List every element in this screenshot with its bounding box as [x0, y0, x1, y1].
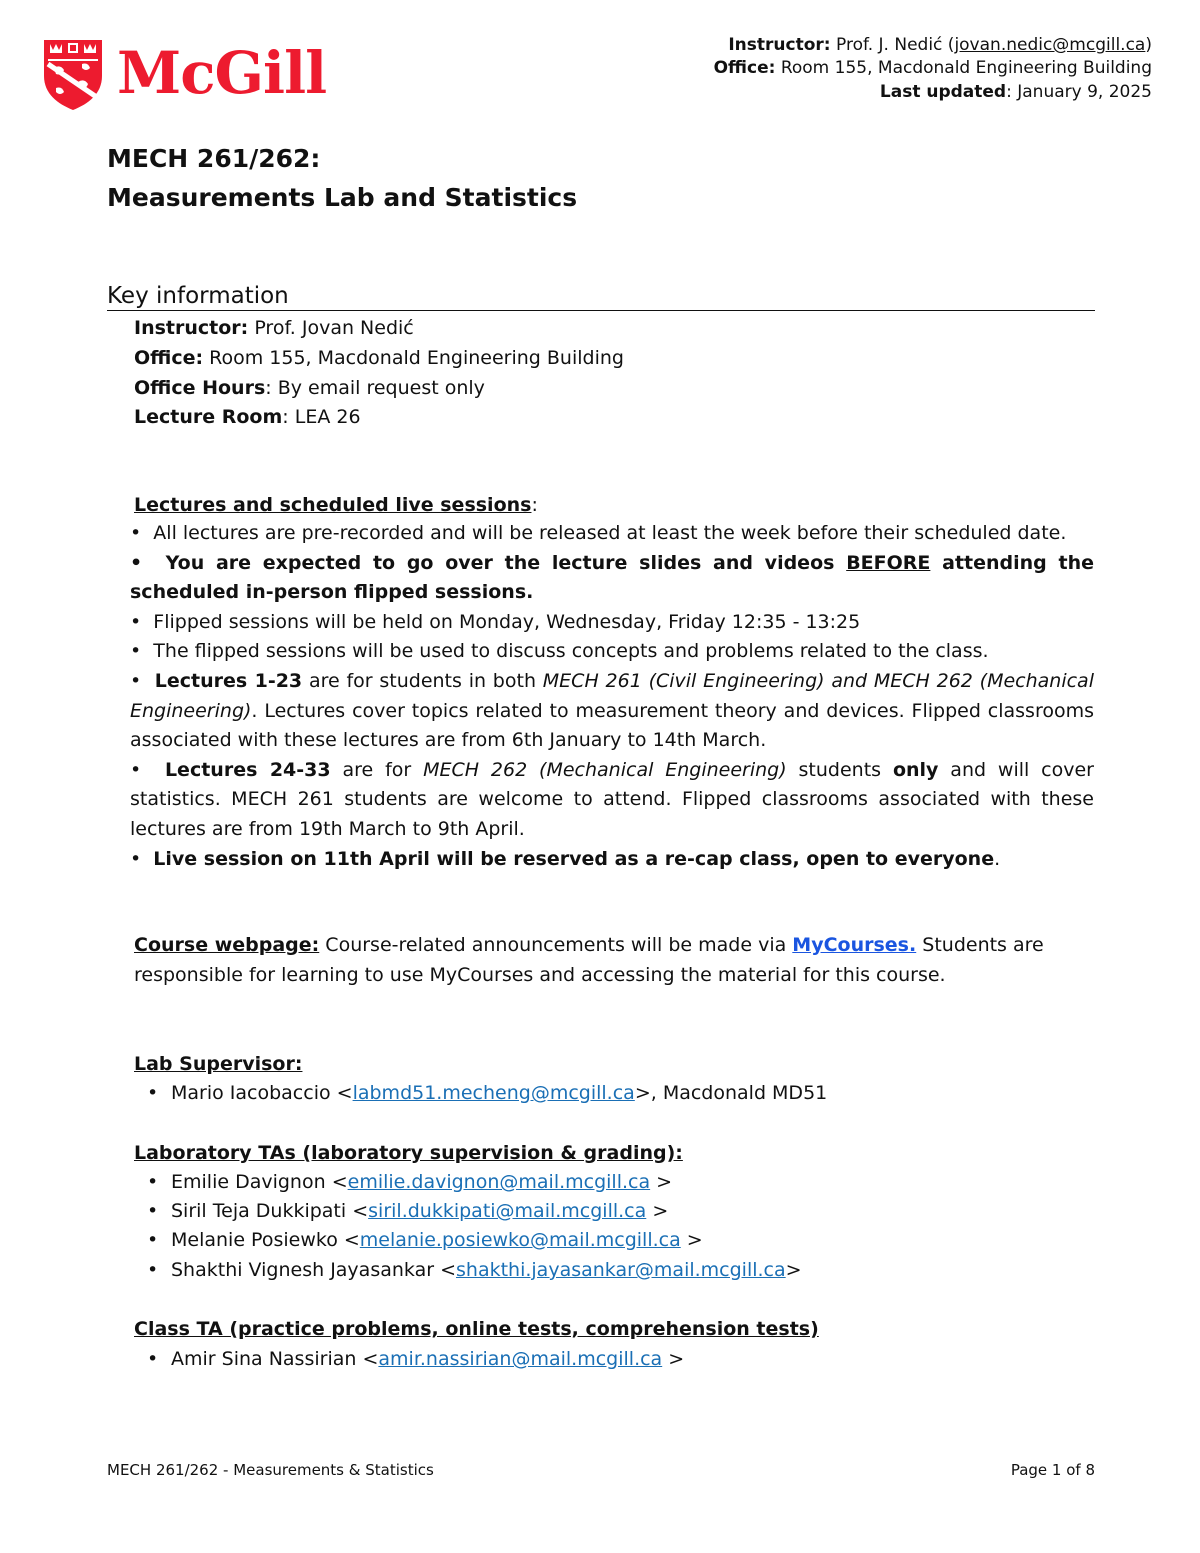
- bullet-icon: •: [147, 1200, 159, 1222]
- header-updated-label: Last updated: [879, 82, 1007, 102]
- lectures-bullet-6: • Lectures 24-33 are for MECH 262 (Mechanical Engineering) students only and will cover statistics. MECH 261 students are welcome to attend. Flipped classrooms associated with these lectures are from 19th March to 9th April.: [130, 758, 1094, 840]
- class-ta-heading-text: Class TA (practice problems, online tests, comprehension tests): [134, 1318, 819, 1340]
- header-last-updated: Last updated: January 9, 2025: [879, 82, 1152, 102]
- lectures-bullet-1-text: All lectures are pre-recorded and will be released at least the week before their scheduled date.: [153, 522, 1067, 544]
- lectures-bullet-5-bold: Lectures 1-23: [154, 669, 303, 692]
- lab-supervisor-name: Mario Iacobaccio: [171, 1082, 331, 1104]
- header-instructor: Instructor: Prof. J. Nedić (jovan.nedic@mcgill.ca): [728, 35, 1152, 55]
- lectures-bullet-6-bold: Lectures 24-33: [164, 758, 331, 781]
- lectures-bullets: [130, 519, 1094, 874]
- header-office-label: Office:: [713, 58, 776, 78]
- key-info-office-value: Room 155, Macdonald Engineering Building: [209, 347, 624, 369]
- class-ta-name: Amir Sina Nassirian: [171, 1348, 357, 1370]
- class-ta-email-link[interactable]: amir.nassirian@mail.mcgill.ca: [378, 1348, 663, 1370]
- lectures-bullet-7-text: Live session on 11th April will be reserved as a re-cap class, open to everyone: [153, 847, 995, 870]
- lectures-bullet-6-only: only: [892, 758, 939, 781]
- lectures-bullet-6-italic: MECH 262 (Mechanical Engineering): [423, 758, 787, 781]
- lab-ta-email-link[interactable]: shakthi.jayasankar@mail.mcgill.ca: [456, 1259, 786, 1281]
- lectures-bullet-6-text-a: are for: [342, 758, 412, 781]
- page-title-line1: MECH 261/262:: [107, 144, 321, 173]
- lab-ta-item: • Melanie Posiewko <melanie.posiewko@mail.mcgill.ca >: [147, 1229, 703, 1251]
- header-office-value: Room 155, Macdonald Engineering Building: [780, 58, 1152, 78]
- key-info-instructor-label: Instructor:: [134, 317, 249, 339]
- lab-ta-item: • Shakthi Vignesh Jayasankar <shakthi.jayasankar@mail.mcgill.ca>: [147, 1259, 802, 1281]
- course-webpage-label: Course webpage:: [134, 934, 320, 956]
- key-info-instructor: [134, 316, 414, 340]
- bullet-icon: •: [147, 1259, 159, 1281]
- header-office: [714, 56, 1152, 80]
- key-info-heading: Key information: [107, 282, 1095, 311]
- lab-ta-name: Emilie Davignon: [171, 1171, 326, 1193]
- lectures-bullet-3-text: Flipped sessions will be held on Monday, Wednesday, Friday 12:35 - 13:25: [153, 610, 861, 633]
- lectures-bullet-3: • Flipped sessions will be held on Monday, Wednesday, Friday 12:35 - 13:25: [130, 610, 861, 633]
- lectures-bullet-2-text-b: attending the scheduled in-person flipped sessions.: [130, 551, 1095, 604]
- page-title-line2: Measurements Lab and Statistics: [107, 183, 578, 212]
- mcgill-logo: [42, 38, 342, 116]
- lectures-bullet-6-text-c: and will cover statistics. MECH 261 students are welcome to attend. Flipped classrooms associated with these lectures are from 19th March to 9th April.: [130, 758, 1094, 840]
- lab-ta-email-link[interactable]: siril.dukkipati@mail.mcgill.ca: [368, 1200, 647, 1222]
- header-instructor-value: Prof. J. Nedić: [836, 35, 943, 55]
- course-webpage-text-b: Students are responsible for learning to use MyCourses and accessing the material for this course.: [134, 934, 1044, 986]
- lectures-bullet-4: • The flipped sessions will be used to discuss concepts and problems related to the class.: [130, 640, 989, 663]
- lab-ta-item: • Emilie Davignon <emilie.davignon@mail.mcgill.ca >: [147, 1171, 673, 1193]
- key-info-room-value: LEA 26: [294, 406, 361, 428]
- lab-tas-heading: [134, 1141, 683, 1165]
- lectures-bullet-5-italic: MECH 261 (Civil Engineering) and MECH 262 (Mechanical Engineering): [130, 669, 1094, 722]
- lab-supervisor-location: Macdonald MD51: [662, 1082, 828, 1104]
- lectures-bullet-5-text-b: . Lectures cover topics related to measurement theory and devices. Flipped classrooms associated with these lectures are from 6th January to 14th March.: [130, 699, 1094, 752]
- lectures-bullet-1: • All lectures are pre-recorded and will be released at least the week before their scheduled date.: [130, 522, 1067, 544]
- bullet-icon: •: [147, 1082, 159, 1104]
- bullet-icon: •: [147, 1171, 159, 1193]
- lab-supervisor-email-link[interactable]: labmd51.mecheng@mcgill.ca: [352, 1082, 635, 1104]
- mcgill-shield-icon: [42, 38, 104, 112]
- key-info-room-label: Lecture Room: [134, 406, 283, 428]
- footer-page-number: Page 1 of 8: [1010, 1461, 1095, 1479]
- mycourses-link[interactable]: MyCourses.: [792, 934, 917, 956]
- lectures-bullet-2: • You are expected to go over the lecture slides and videos BEFORE attending the scheduled in-person flipped sessions.: [130, 551, 1095, 604]
- lectures-bullet-6-text-b: students: [798, 758, 882, 781]
- lectures-heading-text: Lectures and scheduled live sessions: [134, 494, 532, 516]
- lab-tas-heading-text: Laboratory TAs (laboratory supervision & grading):: [134, 1142, 683, 1164]
- lectures-bullet-5-text-a: are for students in both: [308, 669, 536, 692]
- lectures-bullet-5: • Lectures 1-23 are for students in both MECH 261 (Civil Engineering) and MECH 262 (Mechanical Engineering). Lectures cover topics related to measurement theory and devices. Flipped classrooms associated with these lectures are from 6th January to 14th March.: [130, 669, 1094, 752]
- course-webpage-text-a: Course-related announcements will be made via: [325, 934, 787, 956]
- lectures-bullet-2-before: BEFORE: [846, 551, 931, 574]
- lab-ta-email-link[interactable]: melanie.posiewko@mail.mcgill.ca: [359, 1229, 681, 1251]
- footer-course: MECH 261/262 - Measurements & Statistics: [107, 1461, 434, 1479]
- lab-ta-item: • Siril Teja Dukkipati <siril.dukkipati@mail.mcgill.ca >: [147, 1200, 669, 1222]
- bullet-icon: •: [147, 1229, 159, 1251]
- lectures-bullet-7: • Live session on 11th April will be reserved as a re-cap class, open to everyone.: [130, 847, 1001, 870]
- mcgill-wordmark: McGill: [117, 39, 327, 107]
- key-info-room: Lecture Room: LEA 26: [134, 406, 361, 428]
- lab-ta-name: Melanie Posiewko: [171, 1229, 338, 1251]
- lab-ta-name: Siril Teja Dukkipati: [171, 1200, 347, 1222]
- lab-ta-email-link[interactable]: emilie.davignon@mail.mcgill.ca: [347, 1171, 651, 1193]
- lab-supervisor-heading-text: Lab Supervisor:: [134, 1053, 303, 1075]
- key-info-hours-label: Office Hours: [134, 377, 266, 399]
- key-info-office: [134, 346, 624, 370]
- lab-supervisor-heading: [134, 1052, 302, 1076]
- key-info-hours: Office Hours: By email request only: [134, 377, 485, 399]
- header-instructor-label: Instructor:: [728, 35, 831, 55]
- lab-supervisor-item: • Mario Iacobaccio <labmd51.mecheng@mcgill.ca>, Macdonald MD51: [147, 1082, 828, 1104]
- key-info-hours-value: By email request only: [277, 377, 485, 399]
- class-ta-heading: [134, 1317, 819, 1341]
- lectures-bullet-2-text-a: You are expected to go over the lecture slides and videos: [165, 551, 835, 574]
- class-ta-item: • Amir Sina Nassirian <amir.nassirian@mail.mcgill.ca >: [147, 1348, 685, 1370]
- header-updated-value: January 9, 2025: [1017, 82, 1152, 102]
- header-instructor-email-link[interactable]: jovan.nedic@mcgill.ca: [954, 35, 1146, 55]
- course-webpage: [134, 931, 1074, 990]
- lab-ta-name: Shakthi Vignesh Jayasankar: [171, 1259, 435, 1281]
- bullet-icon: •: [147, 1348, 159, 1370]
- key-info-instructor-value: Prof. Jovan Nedić: [254, 317, 414, 339]
- lectures-bullet-4-text: The flipped sessions will be used to discuss concepts and problems related to the class.: [153, 640, 989, 663]
- lectures-heading: Lectures and scheduled live sessions:: [134, 494, 538, 516]
- key-info-office-label: Office:: [134, 347, 204, 369]
